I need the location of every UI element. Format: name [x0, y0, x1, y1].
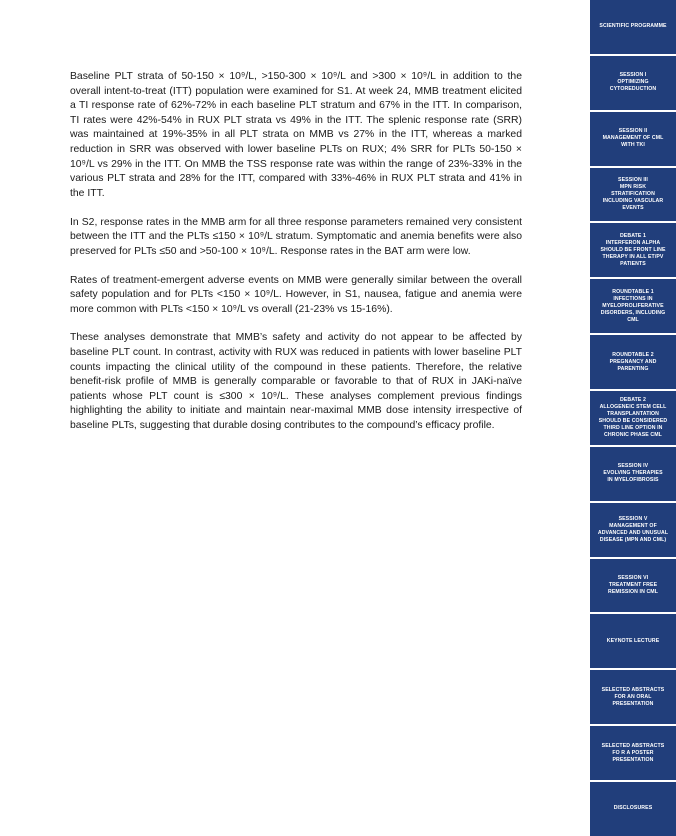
- sidebar-item-debate-1[interactable]: [590, 223, 676, 279]
- sidebar-item-label: SELECTED ABSTRACTS FOR AN ORAL PRESENTATION: [601, 686, 665, 707]
- sidebar-item-label: DISCLOSURES: [613, 805, 653, 812]
- sidebar-item-label: KEYNOTE LECTURE: [606, 637, 660, 644]
- sidebar-item-session-4[interactable]: [590, 447, 676, 503]
- sidebar-item-roundtable-2[interactable]: [590, 335, 676, 391]
- paragraph-adverse-events: Rates of treatment-emergent adverse events on MMB were generally similar between the overall safety population and for PLTs <150 × 10⁹/L. However, in S1, nausea, fatigue and anemia were more common with PLTs <150 × 10⁹/L vs overall (21-23% vs 15-16%).: [70, 274, 522, 315]
- sidebar-item-session-2[interactable]: [590, 112, 676, 168]
- sidebar-item-session-3[interactable]: [590, 168, 676, 224]
- sidebar-item-oral-abstracts[interactable]: [590, 670, 676, 726]
- paragraph-conclusion: These analyses demonstrate that MMB’s safety and activity do not appear to be affected by baseline PLT count. In contrast, activity with RUX was reduced in patients with lower baseline PLT counts impacting the clinical utility of the compound in these patients. Therefore, the relative benefit-risk profile of MMB is generally comparable or favorable to that of RUX in JAKi-naïve patients whose PLT count is ≤300 × 10⁹/L. These analyses complement previous findings highlighting the ability to initiate and maintain near-maximal MMB dose intensity irrespective of baseline PLTs, suggesting that durable dosing contributes to the compound’s efficacy profile.: [70, 332, 522, 432]
- sidebar-item-label: ROUNDTABLE 2 PREGNANCY AND PARENTING: [609, 351, 657, 372]
- sidebar-item-label: SELECTED ABSTRACTS FO R A POSTER PRESENTATION: [601, 742, 665, 763]
- sidebar-item-label: DEBATE 2 ALLOGENEIC STEM CELL TRANSPLANTATION SHOULD BE CONSIDERED THIRD LINE OPTION IN CHRONIC PHASE CML: [598, 396, 668, 438]
- sidebar-item-poster-abstracts[interactable]: [590, 726, 676, 782]
- sidebar-item-label: DEBATE 1 INTERFERON ALPHA SHOULD BE FRONT LINE THERAPY IN ALL ET/PV PATIENTS: [600, 232, 666, 267]
- sidebar-item-label: SESSION VI TREATMENT FREE REMISSION IN CML: [607, 575, 659, 596]
- sidebar-item-scientific-programme[interactable]: [590, 0, 676, 56]
- sidebar-navigation: [590, 0, 676, 836]
- sidebar-item-label: SESSION IV EVOLVING THERAPIES IN MYELOFIBROSIS: [603, 463, 663, 484]
- sidebar-item-session-1[interactable]: [590, 56, 676, 112]
- sidebar-item-label: SCIENTIFIC PROGRAMME: [599, 23, 667, 30]
- sidebar-item-label: SESSION I OPTIMIZING CYTOREDUCTION: [609, 72, 657, 93]
- sidebar-item-disclosures[interactable]: [590, 782, 676, 836]
- sidebar-item-roundtable-1[interactable]: [590, 279, 676, 335]
- article-body: [70, 70, 522, 448]
- sidebar-item-label: SESSION III MPN RISK STRATIFICATION INCLUDING VASCULAR EVENTS: [602, 177, 664, 211]
- sidebar-item-label: ROUNDTABLE 1 INFECTIONS IN MYELOPROLIFERATIVE DISORDERS, INCLUDING CML: [600, 288, 666, 323]
- sidebar-item-debate-2[interactable]: [590, 391, 676, 447]
- paragraph-s1-results: Baseline PLT strata of 50-150 × 10⁹/L, >150-300 × 10⁹/L and >300 × 10⁹/L in addition to the overall intent-to-treat (ITT) population were examined for S1. At week 24, MMB treatment elicited a TI response rate of 62%-72% in each baseline PLT stratum and 67% in the ITT. In comparison, TI rates were 42%-54% in RUX PLT strata vs 49% in the ITT. The splenic response rate (SRR) was maintained at 19%-35% in all PLT strata on MMB vs 27% in the ITT, whereas a marked reduction in SRR was observed with lower baseline PLTs on RUX; 4% SRR for PLTs 50-150 × 10⁹/L vs 29% in the ITT. On MMB the TSS response rate was within the range of 23%-33% in the various PLT strata and 28% for the ITT, compared with 33%-46% in RUX PLT strata and 41% in the ITT.: [70, 71, 522, 199]
- sidebar-item-session-5[interactable]: [590, 503, 676, 559]
- sidebar-item-label: SESSION II MANAGEMENT OF CML WITH TKI: [602, 128, 664, 149]
- sidebar-item-session-6[interactable]: [590, 559, 676, 615]
- sidebar-item-label: SESSION V MANAGEMENT OF ADVANCED AND UNUSUAL DISEASE (MPN AND CML): [597, 515, 669, 543]
- paragraph-s2-results: In S2, response rates in the MMB arm for all three response parameters remained very consistent between the ITT and the PLTs ≤150 × 10⁹/L stratum. Symptomatic and anemia benefits were also preserved for PLTs ≤50 and >50-100 × 10⁹/L. Response rates in the BAT arm were low.: [70, 216, 522, 257]
- sidebar-item-keynote-lecture[interactable]: [590, 614, 676, 670]
